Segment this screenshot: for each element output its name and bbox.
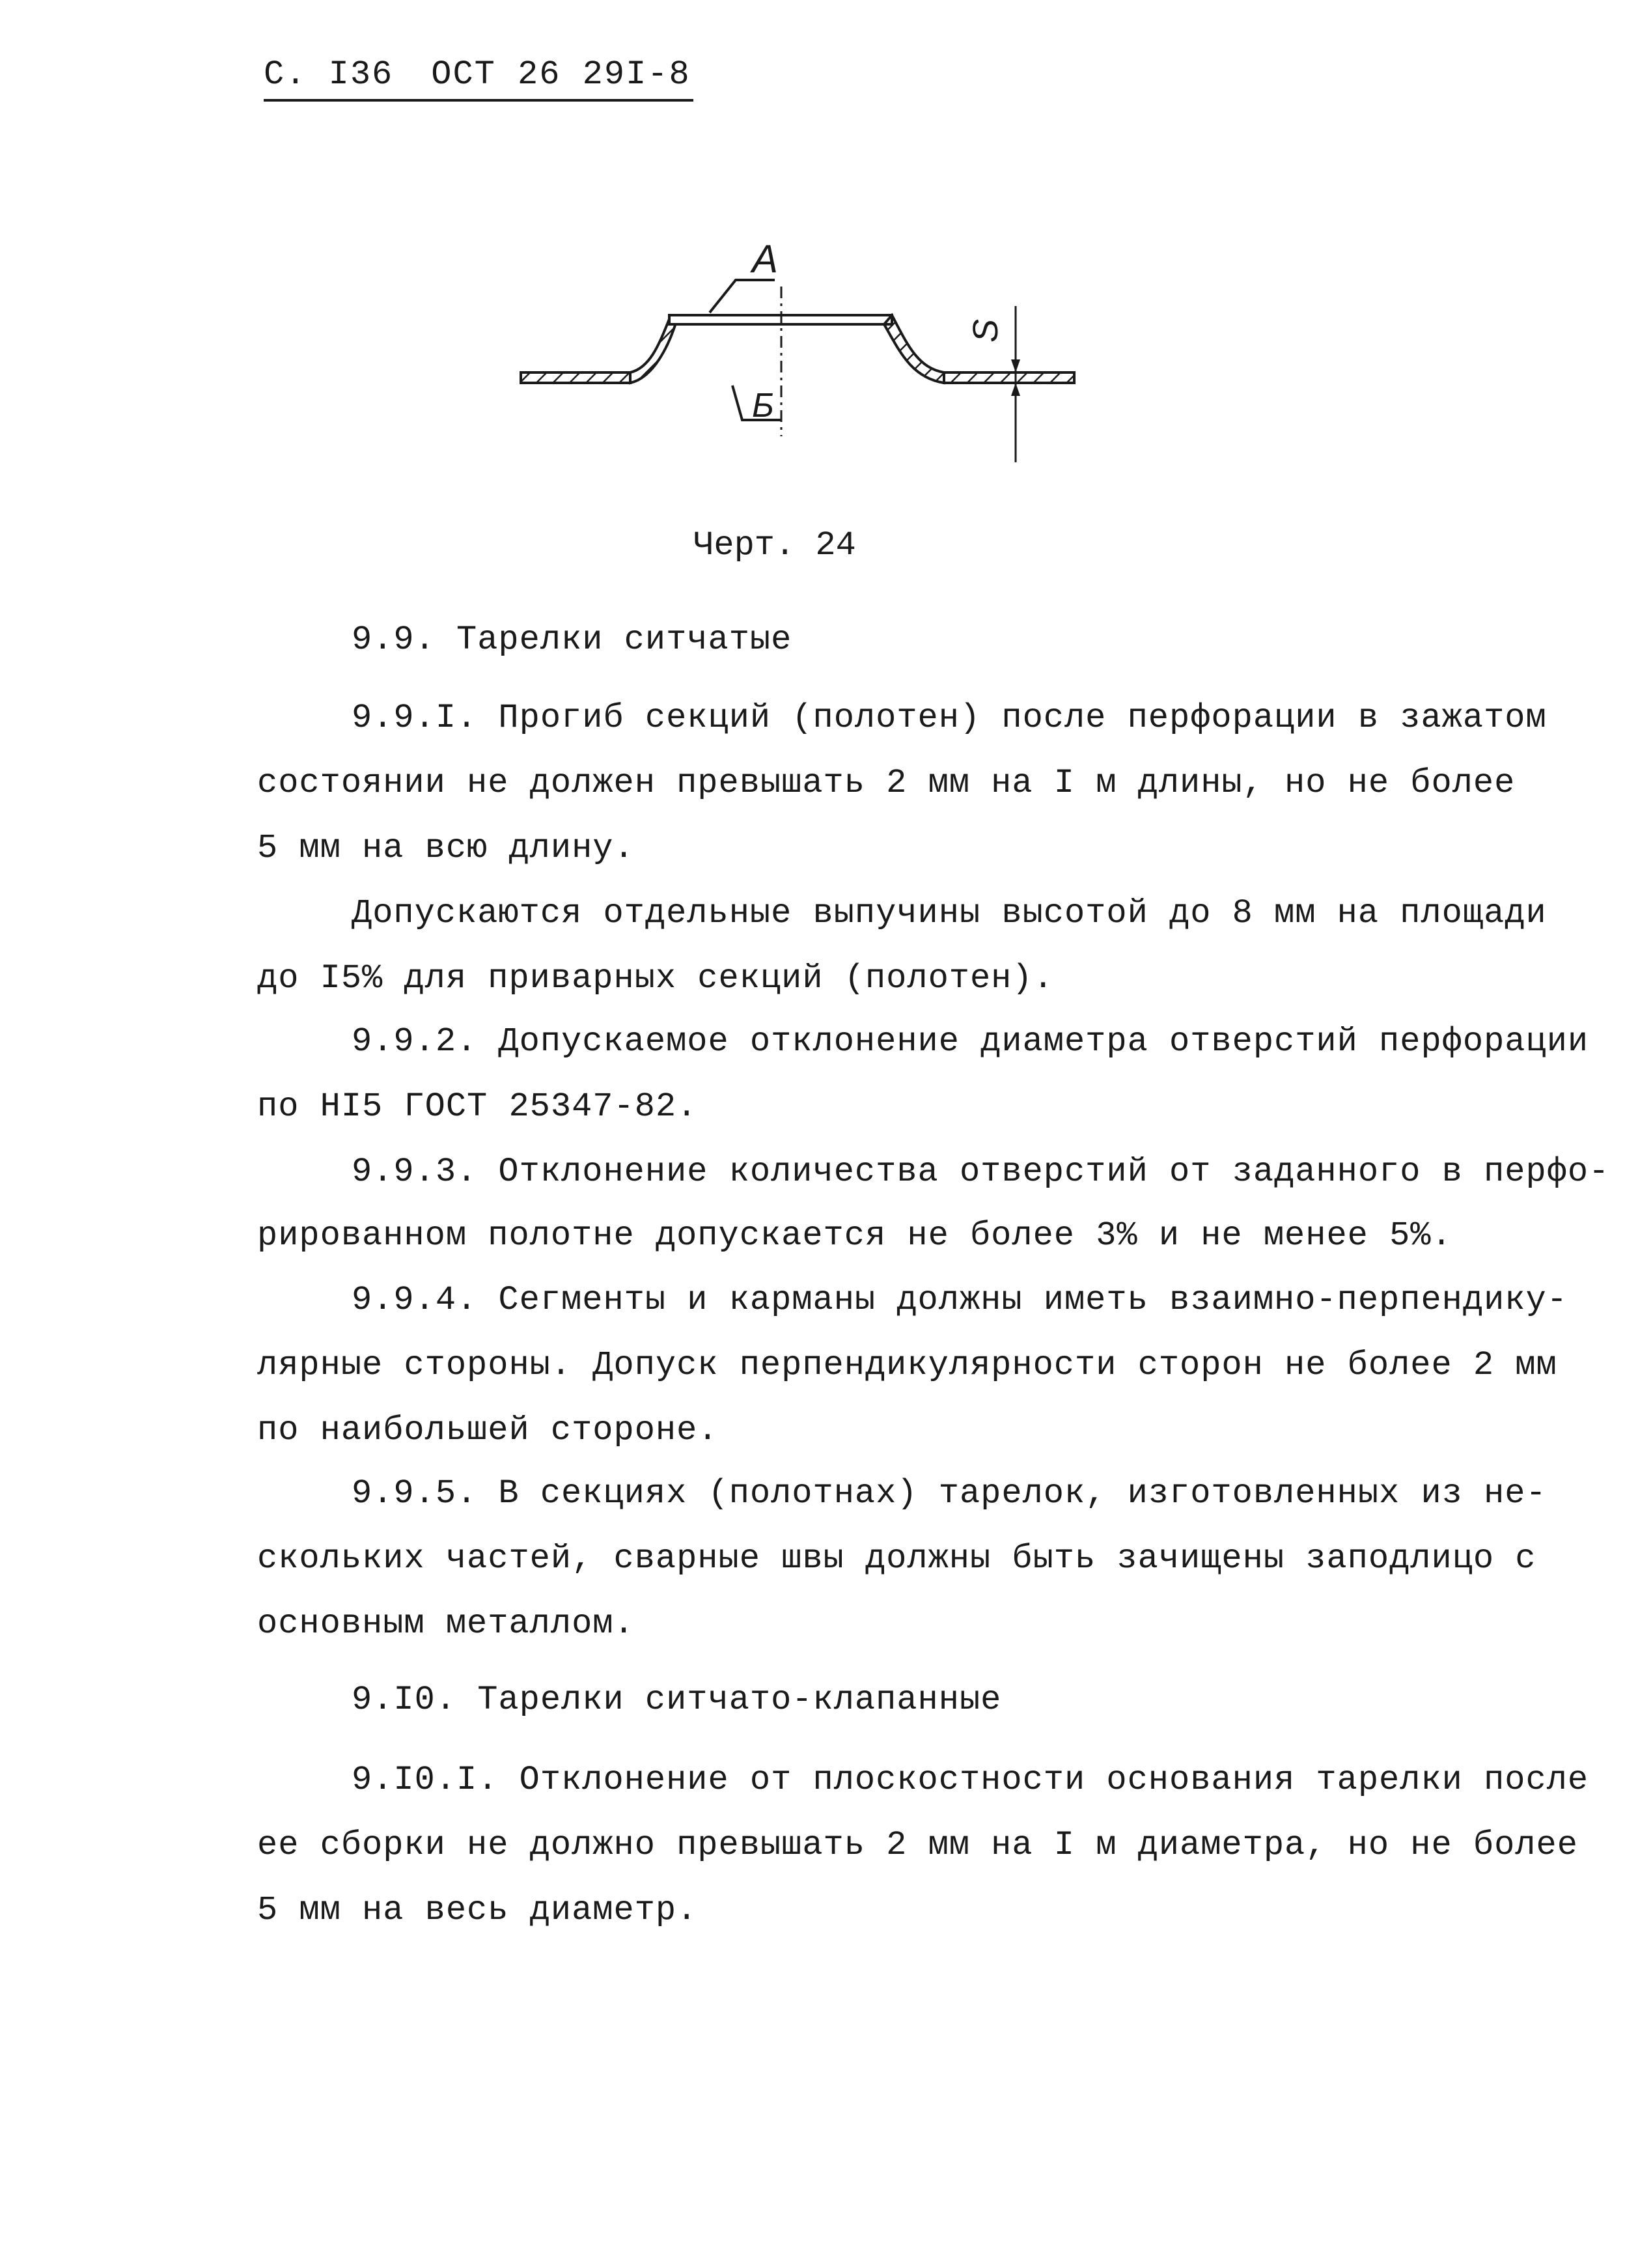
paragraph-line: 9.9.5. В секциях (полотнах) тарелок, изготовленных из не- [352,1474,1547,1513]
label-a: А [752,237,779,281]
paragraph-line: 5 мм на весь диаметр. [257,1891,698,1929]
left-slope [630,319,677,383]
page-number: С. I36 [264,55,394,94]
paragraph-line: до I5% для приварных секций (полотен). [257,959,1054,998]
paragraph-line: 9.9.3. Отклонение количества отверстий от заданного в перфо- [352,1153,1610,1191]
paragraph-line: ее сборки не должно превышать 2 мм на I м диаметра, но не более [257,1826,1578,1864]
paragraph-line: основным металлом. [257,1604,635,1643]
technical-drawing [514,221,1087,469]
paragraph-line: скольких частей, сварные швы должны быть зачищены заподлицо с [257,1539,1536,1578]
section-title-9-10: 9.I0. Тарелки ситчато-клапанные [352,1681,1002,1719]
paragraph-line: по HI5 ГОСТ 25347-82. [257,1087,698,1126]
paragraph-line: 9.9.I. Прогиб секций (полотен) после перфорации в зажатом [352,699,1547,737]
paragraph-line: по наибольшей стороне. [257,1411,719,1449]
standard-code: ОСТ 26 29I-8 [431,55,691,94]
paragraph-line: состоянии не должен превышать 2 мм на I м длины, но не более [257,764,1516,802]
paragraph-line: 9.9.2. Допускаемое отклонение диаметра отверстий перфорации [352,1022,1589,1061]
right-flange [944,372,1074,383]
paragraph-line: 5 мм на всю длину. [257,829,635,867]
figure-caption: Черт. 24 [693,526,856,565]
page-header [264,55,693,102]
s-arrow-bottom [1011,383,1020,396]
s-arrow-top [1011,359,1020,372]
section-title-9-9: 9.9. Тарелки ситчатые [352,621,792,659]
label-b: Б [752,387,774,425]
left-flange [521,372,630,383]
paragraph-line: 9.I0.I. Отклонение от плоскостности основания тарелки после [352,1761,1589,1799]
leader-a [710,280,775,313]
paragraph-line: рированном полотне допускается не более 3% и не менее 5%. [257,1216,1452,1255]
right-slope [884,315,944,383]
paragraph-line: 9.9.4. Сегменты и карманы должны иметь взаимно-перпендику- [352,1281,1568,1319]
label-s: S [966,318,1005,343]
paragraph-line: Допускаются отдельные выпучины высотой до 8 мм на площади [352,894,1547,932]
paragraph-line: лярные стороны. Допуск перпендикулярности сторон не более 2 мм [257,1346,1557,1384]
